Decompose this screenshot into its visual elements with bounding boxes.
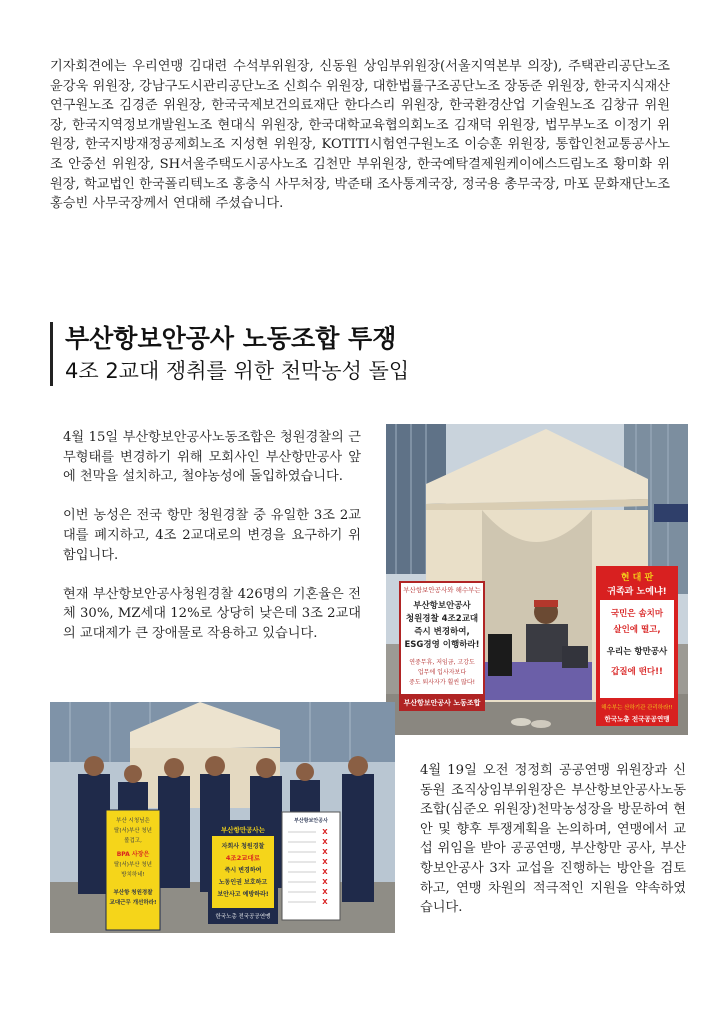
group-sign-b-line-5: 보안사고 예방하라! <box>217 891 269 898</box>
left-paragraph-3: 현재 부산항보안공사청원경찰 426명의 기혼율은 전체 30%, MZ세대 12%로 상당히 낮은데 3조 2교대의 교대제가 큰 장애물로 작용하고 있습니다. <box>63 586 361 641</box>
tent-right-sign-line-4: 갑질에 떤다!! <box>611 667 663 677</box>
tent-right-sign-header-2: 귀족과 노예냐! <box>607 587 667 597</box>
tent-left-sign-line-1: 부산항보안공사 <box>413 601 471 611</box>
tent-left-sign-small-2: 업무에 입사자보다 <box>417 669 467 676</box>
group-sign-a-line-4: BPA 사장은 <box>116 851 150 858</box>
right-paragraph-1: 4월 19일 오전 정정희 공공연맹 위원장과 신동원 조직상임부위원장은 부산항보안공사노동조합(심준오 위원장)천막농성장을 방문하여 현안 및 향후 투쟁계획을 논의하며, 연맹에서 교섭 위임을 받아 공공연맹, 부산항만 공사, 부산항보안공사 3자 교섭을 진행하는 방안을 검토하고, 연맹 차원의 적극적인 지원을 약속하였습니다. <box>420 763 686 916</box>
group-sign-a-line-1: 부산 시청님은 <box>116 818 150 824</box>
group-sign-a-line-3: 볼겁고, <box>124 838 142 844</box>
group-sign-a-line-7: 부산항 청원경찰 <box>113 890 153 896</box>
group-photo <box>50 702 395 933</box>
tent-left-sign-line-2: 청원경찰 4조2교대 <box>405 614 479 624</box>
tent-right-sign-footer: 한국노총 전국공공연맹 <box>604 715 670 723</box>
left-paragraph-2: 이번 농성은 전국 항만 청원경찰 중 유일한 3조 2교대를 폐지하고, 4조 2교대로의 변경을 요구하기 위함입니다. <box>63 508 361 563</box>
group-sign-b-header: 부산항만공사는 <box>221 826 265 834</box>
tent-protest-photo <box>386 424 688 735</box>
tent-right-sign-header: 현 대 판 <box>620 573 654 583</box>
group-sign-a-line-5: 탈(서)부산 청년 <box>114 862 152 868</box>
tent-left-sign-small-3: 중도 퇴사자가 훨씬 많다! <box>408 679 476 686</box>
board-x-mark-7: X <box>322 888 328 896</box>
article-title: 부산항보안공사 노동조합 투쟁 <box>65 324 397 353</box>
intro-paragraph: 기자회견에는 우리연맹 김대련 수석부위원장, 신동원 상임부위원장(서울지역본부 의장), 주택관리공단노조 윤강욱 위원장, 강남구도시관리공단노조 신희수 위원장, 대한법률구조공단노조 장동준 위원장, 한국지식재산연구원노조 김경준 위원장, 한국국제보건의료재단 한다스리 위원장, 한국환경산업 기술원노조 김창규 위원장, 한국지역정보개발원노조 현대식 위원장, 한국대학교육협의회노조 김재덕 위원장, 법무부노조 이정기 위원장, 한국지방재정공제회노조 지성현 위원장, KOTITI시험연구원노조 이승훈 위원장, 통합인천교통공사노조 안중선 위원장, SH서울주택도시공사노조 김천만 부위원장, 한국예탁결제원케이에스드림노조 황미화 위원장, 학교법인 한국폴리텍노조 홍충식 사무처장, 박준태 조사통계국장, 정국용 총무국장, 마포 문화재단노조 홍승빈 사무국장께서 연대해 주셨습니다. <box>50 59 670 212</box>
tent-left-sign-line-3: 즉시 변경하여, <box>414 627 470 637</box>
tent-right-sign-line-2: 살인에 떨고, <box>613 625 661 635</box>
group-sign-b-line-4: 노동인권 보호하고 <box>218 879 268 886</box>
board-x-mark-8: X <box>322 898 328 906</box>
group-sign-a-line-6: 방치하네! <box>121 872 145 878</box>
group-board-header: 부산항보안공사 <box>294 818 328 824</box>
tent-left-sign-small-1: 연중무휴, 저임금, 고강도 <box>409 659 475 666</box>
board-x-mark-3: X <box>322 848 328 856</box>
group-sign-a-line-8: 교대근무 개선하라! <box>109 900 157 906</box>
right-column <box>420 761 686 937</box>
tent-right-sign-line-3: 우리는 항만공사 <box>606 647 668 657</box>
group-sign-b-line-2: 4조2교대로 <box>225 854 261 862</box>
tent-right-sign-line-1: 국민은 솜치마 <box>610 609 664 619</box>
board-x-mark-4: X <box>322 858 328 866</box>
tent-left-sign-line-4: ESG경영 이행하라! <box>404 640 480 650</box>
board-x-mark-1: X <box>322 828 328 836</box>
group-sign-a-line-2: 탈(서)부산 청년 <box>114 828 152 834</box>
article-heading <box>50 322 409 386</box>
group-sign-b-line-1: 자회사 청원경찰 <box>221 843 265 850</box>
tent-left-sign-footer: 부산항보안공사 노동조합 <box>403 699 481 707</box>
board-x-mark-6: X <box>322 878 328 886</box>
article-subtitle: 4조 2교대 쟁취를 위한 천막농성 돌입 <box>65 359 410 383</box>
left-paragraph-1: 4월 15일 부산항보안공사노동조합은 청원경찰의 근무형태를 변경하기 위해 모회사인 부산항만공사 앞에 천막을 설치하고, 철야농성에 돌입하였습니다. <box>63 430 361 485</box>
group-sign-b-line-3: 즉시 변경하여 <box>224 867 262 874</box>
tent-left-sign-header: 부산항보안공사와 해수부는 <box>403 586 481 594</box>
left-column <box>63 428 361 663</box>
board-x-mark-2: X <box>322 838 328 846</box>
group-sign-b-footer: 한국노총 전국공공연맹 <box>215 914 271 920</box>
board-x-mark-5: X <box>322 868 328 876</box>
tent-right-sign-bottom: 해수부는 산하기관 관리하라!! <box>601 705 673 711</box>
